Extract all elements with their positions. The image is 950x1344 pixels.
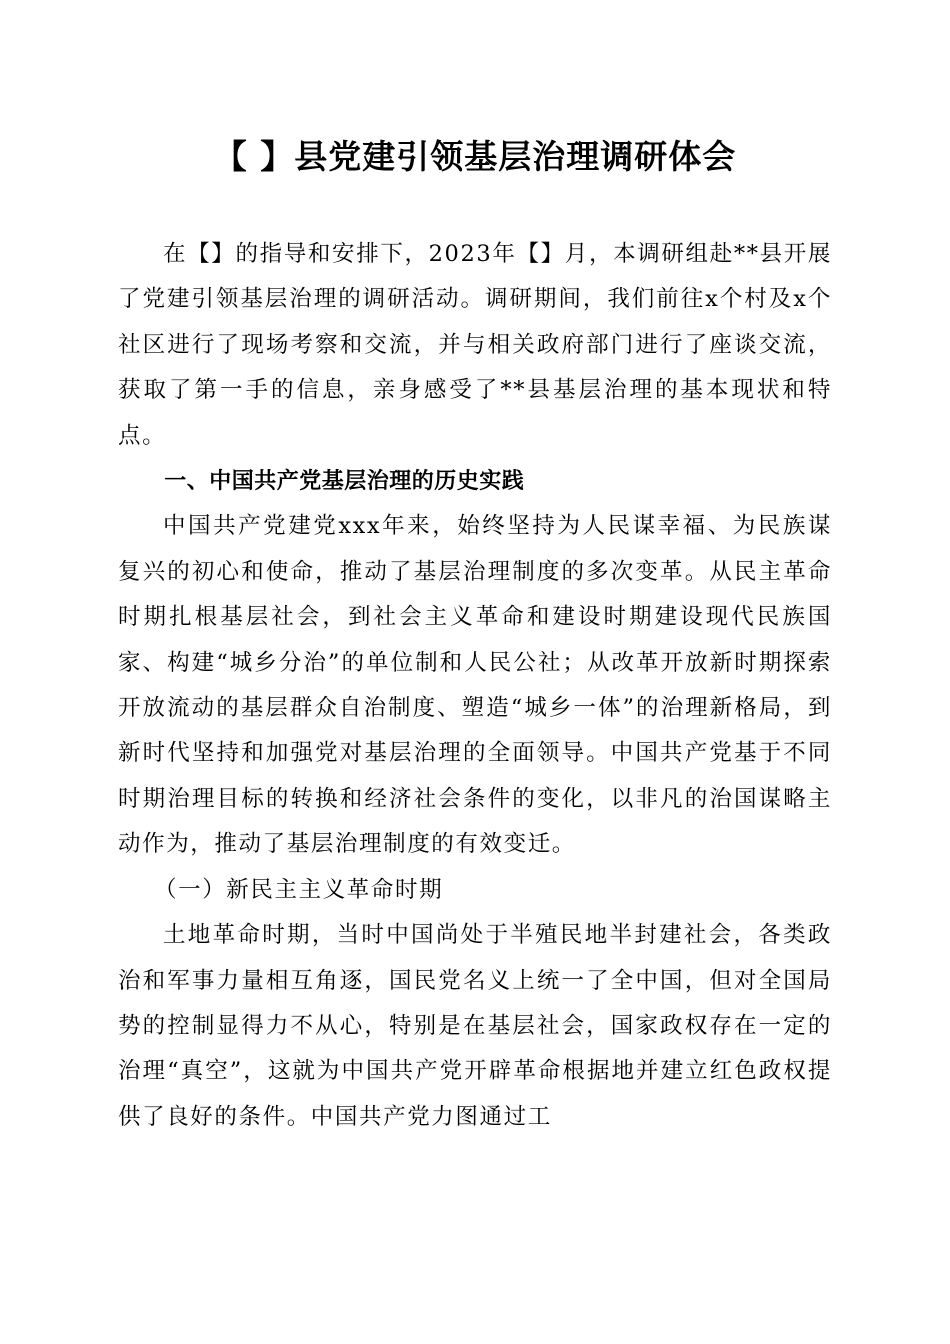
section-heading: 一、中国共产党基层治理的历史实践 <box>164 469 525 495</box>
document-body <box>118 232 832 1140</box>
subsection-paragraph: 土地革命时期，当时中国尚处于半殖民地半封建社会，各类政治和军事力量相互角逐，国民党名义上统一了全中国，但对全国局势的控制显得力不从心，特别是在基层社会，国家政权存在一定的治理“真空”，这就为中国共产党开辟革命根据地并建立红色政权提供了良好的条件。中国共产党力图通过工 <box>118 922 832 1130</box>
subsection-heading: （一）新民主主义革命时期 <box>154 876 444 903</box>
document-title: 【 】县党建引领基层治理调研体会 <box>213 137 737 176</box>
intro-paragraph: 在【】的指导和安排下，2023年【】月，本调研组赴**县开展了党建引领基层治理的调研活动。调研期间，我们前往x个村及x个社区进行了现场考察和交流，并与相关政府部门进行了座谈交流，获取了第一手的信息，亲身感受了**县基层治理的基本现状和特点。 <box>118 241 832 449</box>
section-paragraph: 中国共产党建党xxx年来，始终坚持为人民谋幸福、为民族谋复兴的初心和使命，推动了基层治理制度的多次变革。从民主革命时期扎根基层社会，到社会主义革命和建设时期建设现代民族国家、构建“城乡分治”的单位制和人民公社；从改革开放新时期探索开放流动的基层群众自治制度、塑造“城乡一体”的治理新格局，到新时代坚持和加强党对基层治理的全面领导。中国共产党基于不同时期治理目标的转换和经济社会条件的变化，以非凡的治国谋略主动作为，推动了基层治理制度的有效变迁。 <box>118 513 832 858</box>
